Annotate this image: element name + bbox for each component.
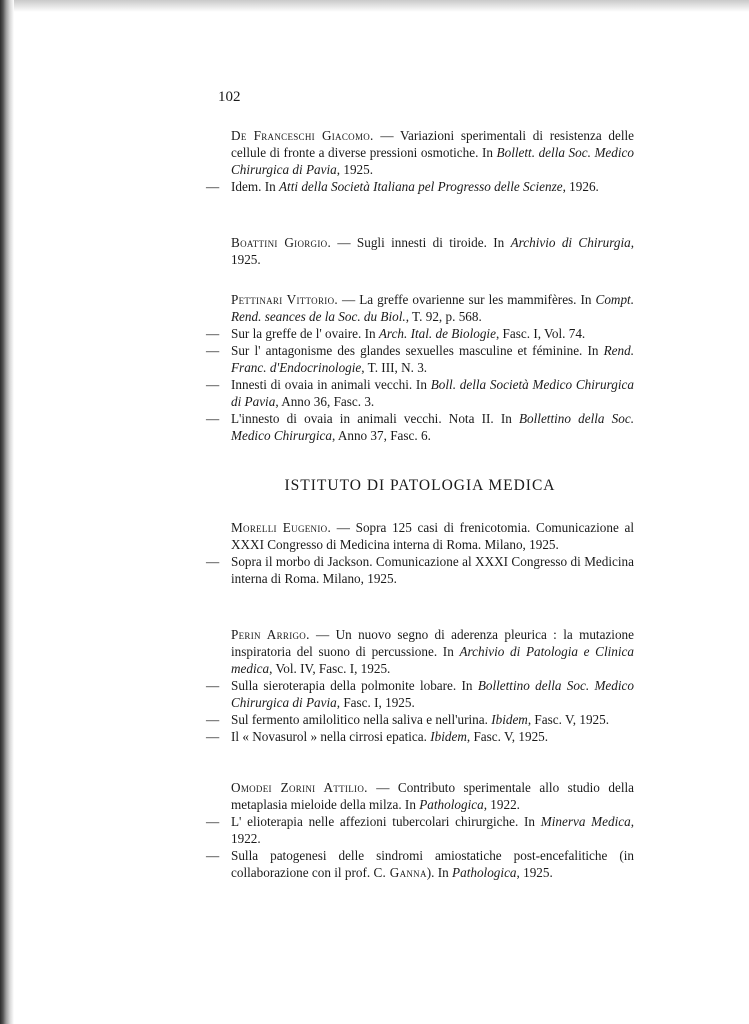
journal-title: Archivio di Chirurgia xyxy=(510,235,631,250)
journal-title: Bollettino della Soc. Medico Chirurgica xyxy=(231,411,634,443)
bibliography-entry-boattini xyxy=(206,234,634,268)
bibliography-entry-perin xyxy=(206,626,634,745)
journal-title: Compt. Rend. seances de la Soc. du Biol. xyxy=(231,292,634,324)
entry-paragraph: — Sul fermento amilolitico nella saliva e nell'urina. Ibidem, Fasc. V, 1925. xyxy=(206,712,610,727)
entry-paragraph: — Idem. In Atti della Società Italiana pel Progresso delle Scienze, 1926. xyxy=(206,179,599,194)
journal-title: Pathologica xyxy=(452,865,517,880)
dash: — xyxy=(206,678,220,693)
bibliography-entry-franceschi xyxy=(206,127,634,195)
author-name: De Franceschi Giacomo. xyxy=(231,128,374,143)
author-name: Pettinari Vittorio. xyxy=(231,292,338,307)
journal-title: Rend. Franc. d'Endocrinologie xyxy=(231,343,634,375)
journal-title: Arch. Ital. de Biologie xyxy=(378,326,496,341)
entry-paragraph: — Sur la greffe de l' ovaire. In Arch. Ital. de Biologie, Fasc. I, Vol. 74. xyxy=(206,326,586,341)
bibliography-entry-morelli xyxy=(206,519,634,587)
journal-title: Atti della Società Italiana pel Progresso delle Scienze xyxy=(278,179,563,194)
dash: — xyxy=(206,729,220,744)
dash: — xyxy=(206,814,220,829)
entry-paragraph: Morelli Eugenio. — Sopra 125 casi di frenicotomia. Comunicazione al XXXI Congresso di Medicina interna di Roma. Milano, 1925. xyxy=(231,520,634,552)
dash: — xyxy=(206,712,220,727)
entry-paragraph: Omodei Zorini Attilio. — Contributo sperimentale allo studio della metaplasia mieloide della milza. In Pathologica, 1922. xyxy=(231,780,635,812)
journal-title: Ibidem xyxy=(491,712,528,727)
dash: — xyxy=(206,411,220,426)
dash: — xyxy=(206,554,220,569)
entry-paragraph: Boattini Giorgio. — Sugli innesti di tiroide. In Archivio di Chirurgia, 1925. xyxy=(231,235,635,267)
dash: — xyxy=(206,343,220,358)
dash: — xyxy=(206,326,220,341)
entry-paragraph: — Innesti di ovaia in animali vecchi. In Boll. della Società Medico Chirurgica di Pavia, Anno 36, Fasc. 3. xyxy=(206,377,634,409)
author-name: Omodei Zorini Attilio. xyxy=(231,780,368,795)
dash: — xyxy=(206,179,220,194)
journal-title: Bollettino della Soc. Medico Chirurgica di Pavia xyxy=(231,678,634,710)
journal-title: Pathologica xyxy=(419,797,484,812)
entry-paragraph: — Sur l' antagonisme des glandes sexuelles masculine et féminine. In Rend. Franc. d'Endocrinologie, T. III, N. 3. xyxy=(206,343,634,375)
entry-paragraph: — Il « Novasurol » nella cirrosi epatica. Ibidem, Fasc. V, 1925. xyxy=(206,729,549,744)
bibliography-entry-omodei xyxy=(206,779,634,881)
bibliography-entry-pettinari xyxy=(206,291,634,444)
journal-title: Boll. della Società Medico Chirurgica di Pavia xyxy=(231,377,634,409)
section-heading: ISTITUTO DI PATOLOGIA MEDICA xyxy=(284,477,556,494)
dash: — xyxy=(206,848,220,863)
author-name: Boattini Giorgio. xyxy=(231,235,332,250)
page-number: 102 xyxy=(218,89,241,105)
entry-paragraph: — Sulla sieroterapia della polmonite lobare. In Bollettino della Soc. Medico Chirurgica di Pavia, Fasc. I, 1925. xyxy=(206,678,634,710)
entry-paragraph: Pettinari Vittorio. — La greffe ovarienne sur les mammifères. In Compt. Rend. seances de la Soc. du Biol., T. 92, p. 568. xyxy=(231,292,634,324)
author-name: C. Ganna xyxy=(373,865,427,880)
entry-paragraph: — L'innesto di ovaia in animali vecchi. Nota II. In Bollettino della Soc. Medico Chirurgica, Anno 37, Fasc. 6. xyxy=(206,411,634,443)
entry-paragraph: — Sulla patogenesi delle sindromi amiostatiche post-encefalitiche (in collaborazione con il prof. C. Ganna). In Pathologica, 1925. xyxy=(206,848,634,880)
author-name: Morelli Eugenio. xyxy=(231,520,332,535)
entry-paragraph: — L' elioterapia nelle affezioni tubercolari chirurgiche. In Minerva Medica, 1922. xyxy=(206,814,634,846)
entry-paragraph: De Franceschi Giacomo. — Variazioni sperimentali di resistenza delle cellule di fronte a diverse pressioni osmotiche. In Bollett. della Soc. Medico Chirurgica di Pavia, 1925. xyxy=(231,128,634,177)
entry-paragraph: Perin Arrigo. — Un nuovo segno di aderenza pleurica : la mutazione inspiratoria del suono di percussione. In Archivio di Patologia e Clinica medica, Vol. IV, Fasc. I, 1925. xyxy=(231,627,634,676)
journal-title: Bollett. della Soc. Medico Chirurgica di Pavia xyxy=(231,145,634,177)
journal-title: Archivio di Patologia e Clinica medica xyxy=(231,644,634,676)
entry-paragraph: — Sopra il morbo di Jackson. Comunicazione al XXXI Congresso di Medicina interna di Roma. Milano, 1925. xyxy=(206,554,634,586)
journal-title: Ibidem xyxy=(430,729,467,744)
dash: — xyxy=(206,377,220,392)
journal-title: Minerva Medica xyxy=(540,814,631,829)
author-name: Perin Arrigo. xyxy=(231,627,310,642)
